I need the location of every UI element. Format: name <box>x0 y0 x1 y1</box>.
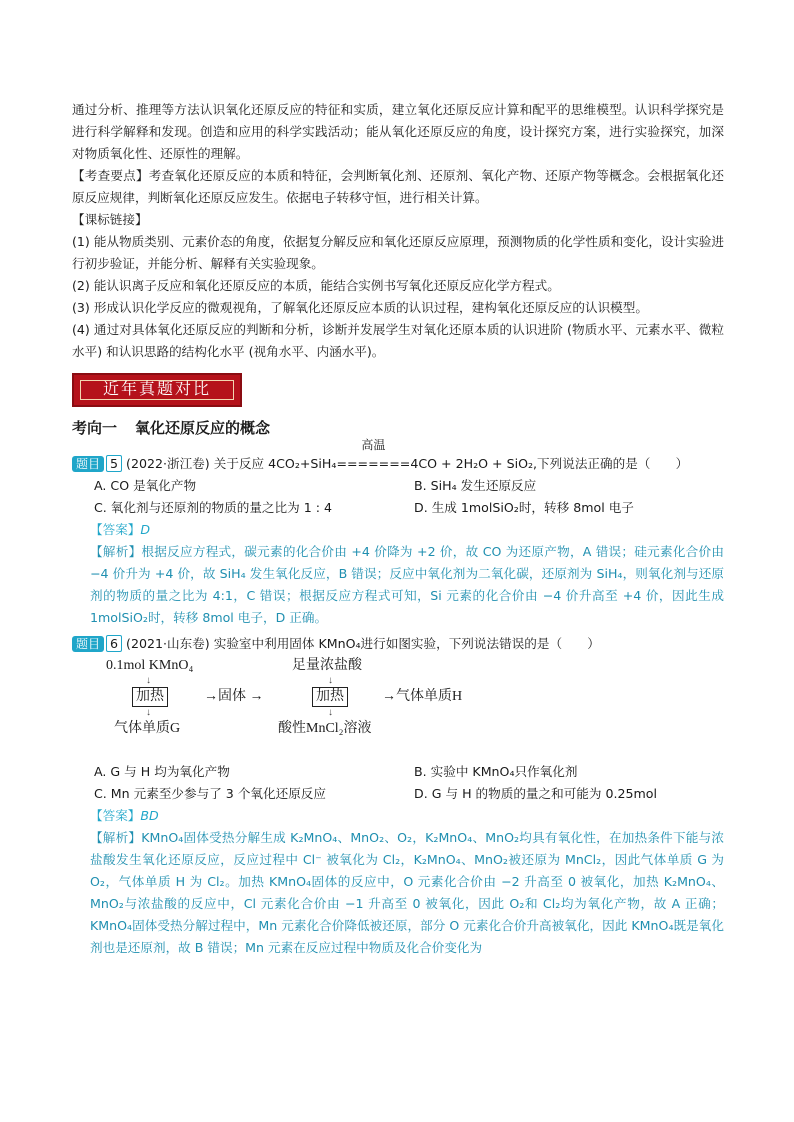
curriculum-item-1: (1) 能从物质类别、元素价态的角度，依据复分解反应和氧化还原反应原理，预测物质的化学性质和变化，设计实验进行初步验证，并能分析、解释有关实验现象。 <box>72 234 724 271</box>
option-c: C. Mn 元素至少参与了 3 个氧化还原反应 <box>94 786 326 801</box>
curriculum-item-2: (2) 能认识离子反应和氧化还原反应的本质，能结合实例书写氧化还原反应化学方程式。 <box>72 278 560 293</box>
down-arrow-icon: ↓ <box>146 675 151 686</box>
diagram-start: 0.1mol KMnO₄ <box>106 658 194 673</box>
question-number: 5 <box>106 455 122 472</box>
answer-line <box>72 805 724 827</box>
section-title: 氧化还原反应的概念 <box>135 419 271 437</box>
equation-left: 关于反应 4CO₂+SiH₄ <box>213 456 337 471</box>
option-d: D. G 与 H 的物质的量之和可能为 0.25mol <box>414 786 657 801</box>
answer-value: BD <box>140 808 159 823</box>
question-6 <box>72 633 724 959</box>
solution-label: 酸性MnCl₂溶液 <box>278 721 372 736</box>
section-label: 考向一 <box>72 419 118 437</box>
curriculum-item-4: (4) 通过对具体氧化还原反应的判断和分析，诊断并发展学生对氧化还原本质的认识进阶 (物质水平、元素水平、微粒水平) 和认识思路的结构化水平 (视角水平、内涵水平)。 <box>72 322 724 359</box>
option-a: A. G 与 H 均为氧化产物 <box>94 764 230 779</box>
option-d: D. 生成 1molSiO₂时，转移 8mol 电子 <box>414 500 634 515</box>
option-b: B. SiH₄ 发生还原反应 <box>414 478 537 493</box>
equals-sign: ======= <box>336 456 411 471</box>
question-source: (2022·浙江卷) <box>126 456 210 471</box>
section-banner <box>72 373 242 407</box>
exam-points: 【考查要点】考查氧化还原反应的本质和特征，会判断氧化剂、还原剂、氧化产物、还原产物等概念。会根据氧化还原反应规律，判断氧化还原反应发生。依据电子转移守恒，进行相关计算。 <box>72 168 724 205</box>
intro-section <box>72 99 724 363</box>
heat-box-1: 加热 <box>132 687 168 707</box>
question-source: (2021·山东卷) <box>126 636 210 651</box>
reaction-condition: 高温 <box>361 438 386 452</box>
question-tag: 题目 <box>72 636 104 652</box>
answer-label: 【答案】 <box>90 522 141 537</box>
solid-step: →固体 → <box>204 689 264 704</box>
analysis-text: 【解析】根据反应方程式，碳元素的化合价由 +4 价降为 +2 价，故 CO 为还原产物，A 错误；硅元素化合价由 −4 价升为 +4 价，故 SiH₄ 发生氧化反应，B 错误；反应中氧化剂为二氧化碳，还原剂为 SiH₄，则氧化剂与还原剂的物质的量之比为 4:1，C 错误；根据反应方程式可知，Si 元素的化合价由 −4 价升高至 +4 价，因此生成 1molSiO₂时，转移 8mol 电子，D 正确。 <box>90 544 724 625</box>
reaction-arrow <box>336 438 411 475</box>
question-5-options <box>72 475 724 519</box>
answer-line <box>72 519 724 541</box>
question-6-stem <box>72 633 724 655</box>
question-6-options <box>72 761 724 805</box>
banner-title: 近年真题对比 <box>102 379 211 398</box>
curriculum-item-3: (3) 形成认识化学反应的微观视角，了解氧化还原反应本质的认识过程，建构氧化还原反应的认识模型。 <box>72 300 648 315</box>
down-arrow-icon: ↓ <box>328 707 333 718</box>
equation-right: 4CO + 2H₂O + SiO₂,下列说法正确的是（ ） <box>410 456 689 471</box>
question-number: 6 <box>106 635 122 652</box>
product-h: →气体单质H <box>382 689 463 704</box>
question-5 <box>72 438 724 629</box>
curriculum-title: 【课标链接】 <box>72 212 148 227</box>
question-text: 实验室中利用固体 KMnO₄进行如图实验，下列说法错误的是（ ） <box>213 636 600 651</box>
analysis-text: 【解析】KMnO₄固体受热分解生成 K₂MnO₄、MnO₂、O₂，K₂MnO₄、MnO₂均具有氧化性，在加热条件下能与浓盐酸发生氧化还原反应，反应过程中 Cl⁻ 被氧化为 Cl₂，K₂MnO₄、MnO₂被还原为 MnCl₂，因此气体单质 G 为 O₂，气体单质 H 为 Cl₂。加热 KMnO₄固体的反应中，O 元素化合价由 −2 升高至 0 被氧化，加热 K₂MnO₄、MnO₂与浓盐酸的反应中，Cl 元素化合价由 −1 升高至 0 被氧化，因此 O₂和 Cl₂均为氧化产物，故 A 正确；KMnO₄固体受热分解过程中，Mn 元素化合价降低被还原，部分 O 元素化合价升高被氧化，因此 KMnO₄既是氧化剂也是还原剂，故 B 错误；Mn 元素在反应过程中物质及化合价变化为 <box>90 830 724 955</box>
option-c: C. 氧化剂与还原剂的物质的量之比为 1 : 4 <box>94 500 332 515</box>
reagent-label: 足量浓盐酸 <box>292 658 362 673</box>
down-arrow-icon: ↓ <box>328 675 333 686</box>
option-a: A. CO 是氧化产物 <box>94 478 197 493</box>
down-arrow-icon: ↓ <box>146 707 151 718</box>
document-page <box>72 99 724 959</box>
answer-label: 【答案】 <box>90 808 141 823</box>
intro-paragraph: 通过分析、推理等方法认识氧化还原反应的特征和实质，建立氧化还原反应计算和配平的思维模型。认识科学探究是进行科学解释和发现。创造和应用的科学实践活动；能从氧化还原反应的角度，设计探究方案，进行实验探究，加深对物质氧化性、还原性的理解。 <box>72 102 724 161</box>
option-b: B. 实验中 KMnO₄只作氧化剂 <box>414 764 578 779</box>
gas-g: 气体单质G <box>114 721 181 736</box>
heat-box-2: 加热 <box>312 687 348 707</box>
question-tag: 题目 <box>72 456 104 472</box>
answer-value: D <box>140 522 151 537</box>
experiment-diagram <box>106 657 724 761</box>
question-5-stem <box>72 438 724 475</box>
